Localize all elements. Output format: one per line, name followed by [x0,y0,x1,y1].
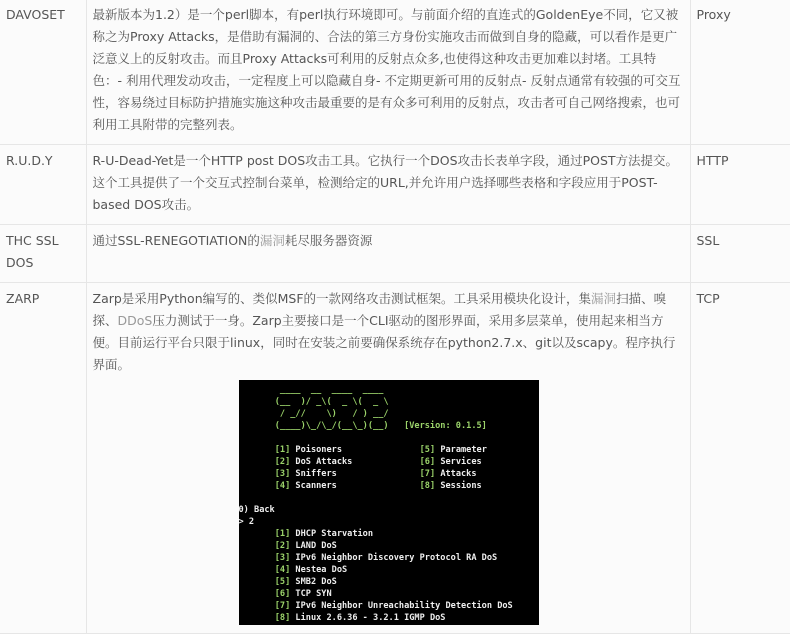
table-row [0,145,790,225]
vulnerability-link[interactable]: 漏洞 [259,233,285,248]
tool-name: R.U.D.Y [0,145,86,225]
desc-text: 通过SSL-RENEGOTIATION的 [92,233,260,248]
menu-line: [1] Poisoners [5] Parameter [274,445,487,455]
menu-line: [4] Scanners [8] Sessions [274,481,482,491]
blank [239,492,539,504]
desc-text: 耗尽服务器资源 [284,233,373,248]
dos-menu-item: [6] TCP SYN [274,589,332,599]
vulnerability-link[interactable]: 漏洞 [591,291,617,306]
dos-menu-item: [2] LAND DoS [274,541,337,551]
zarp-terminal-screenshot [239,380,539,625]
dos-menu-item: [8] Linux 2.6.36 - 3.2.1 IGMP DoS [274,613,446,623]
table-row [0,0,790,145]
dos-menu-item: [3] IPv6 Neighbor Discovery Protocol RA DoS [274,553,498,563]
tool-name: THC SSL DOS [0,225,86,283]
prompt-line: > 2 [238,517,255,527]
zarp-logo-line: ____ __ ____ ____ [238,385,384,395]
tool-description: R-U-Dead-Yet是一个HTTP post DOS攻击工具。它执行一个DOS攻击长表单字段，通过POST方法提交。 这个工具提供了一个交互式控制台菜单，检测给定的URL,并允许用户选择哪些表格和字段应用于POST-based DOS攻击。 [86,145,690,225]
tool-description [86,283,690,634]
tool-description: 最新版本为1.2）是一个perl脚本，有perl执行环境即可。与前面介绍的直连式的GoldenEye不同，它又被称之为Proxy Attacks，是借助有漏洞的、合法的第三方身份实施攻击而做到自身的隐藏，可以看作是更广泛意义上的反射攻击。而且Proxy Attacks可利用的反射点众多,也使得这种攻击更加难以封堵。工具特色：- 利用代理发动攻击，一定程度上可以隐藏自身- 不定期更新可用的反射点- 反射点通常有较强的可交互性，容易绕过目标防护措施实施这种攻击最重要的是有众多可利用的反射点，攻击者可自己网络搜索，也可利用工具附带的完整列表。 [86,0,690,145]
zarp-logo-line: / _// \) / ) __/ [238,409,389,419]
dos-menu-item: [4] Nestea DoS [274,565,348,575]
dos-menu-item: [1] DHCP Starvation [274,529,374,539]
tool-protocol: SSL [690,225,790,283]
menu-line: [2] DoS Attacks [6] Services [274,457,482,467]
tool-name: ZARP [0,283,86,634]
table-row [0,225,790,283]
zarp-logo-line: (____)\_/\_/(__\_)(__) [Version: 0.1.5] [238,421,487,431]
tool-description [86,225,690,283]
dos-menu-item: [7] IPv6 Neighbor Unreachability Detection DoS [274,601,513,611]
back-line: 0) Back [238,505,275,515]
tool-protocol: TCP [690,283,790,634]
tool-protocol: HTTP [690,145,790,225]
tool-protocol: Proxy [690,0,790,145]
blank [239,432,539,444]
desc-text: 扫描、嗅探、 [92,291,667,328]
ddos-link[interactable]: DDoS [117,313,153,328]
menu-line: [3] Sniffers [7] Attacks [274,469,477,479]
dos-menu-item: [5] SMB2 DoS [274,577,337,587]
tool-name: DAVOSET [0,0,86,145]
zarp-logo-line: (__ )/ _\( _ \( _ \ [238,397,389,407]
desc-text: 压力测试于一身。Zarp主要接口是一个CLI驱动的图形界面，采用多层菜单，使用起来相当方便。目前运行平台只限于linux，同时在安装之前要确保系统存在python2.7.x、git以及scapy。程序执行界面。 [92,313,676,372]
desc-text: Zarp是采用Python编写的、类似MSF的一款网络攻击测试框架。工具采用模块化设计，集 [92,291,592,306]
table-row [0,283,790,634]
